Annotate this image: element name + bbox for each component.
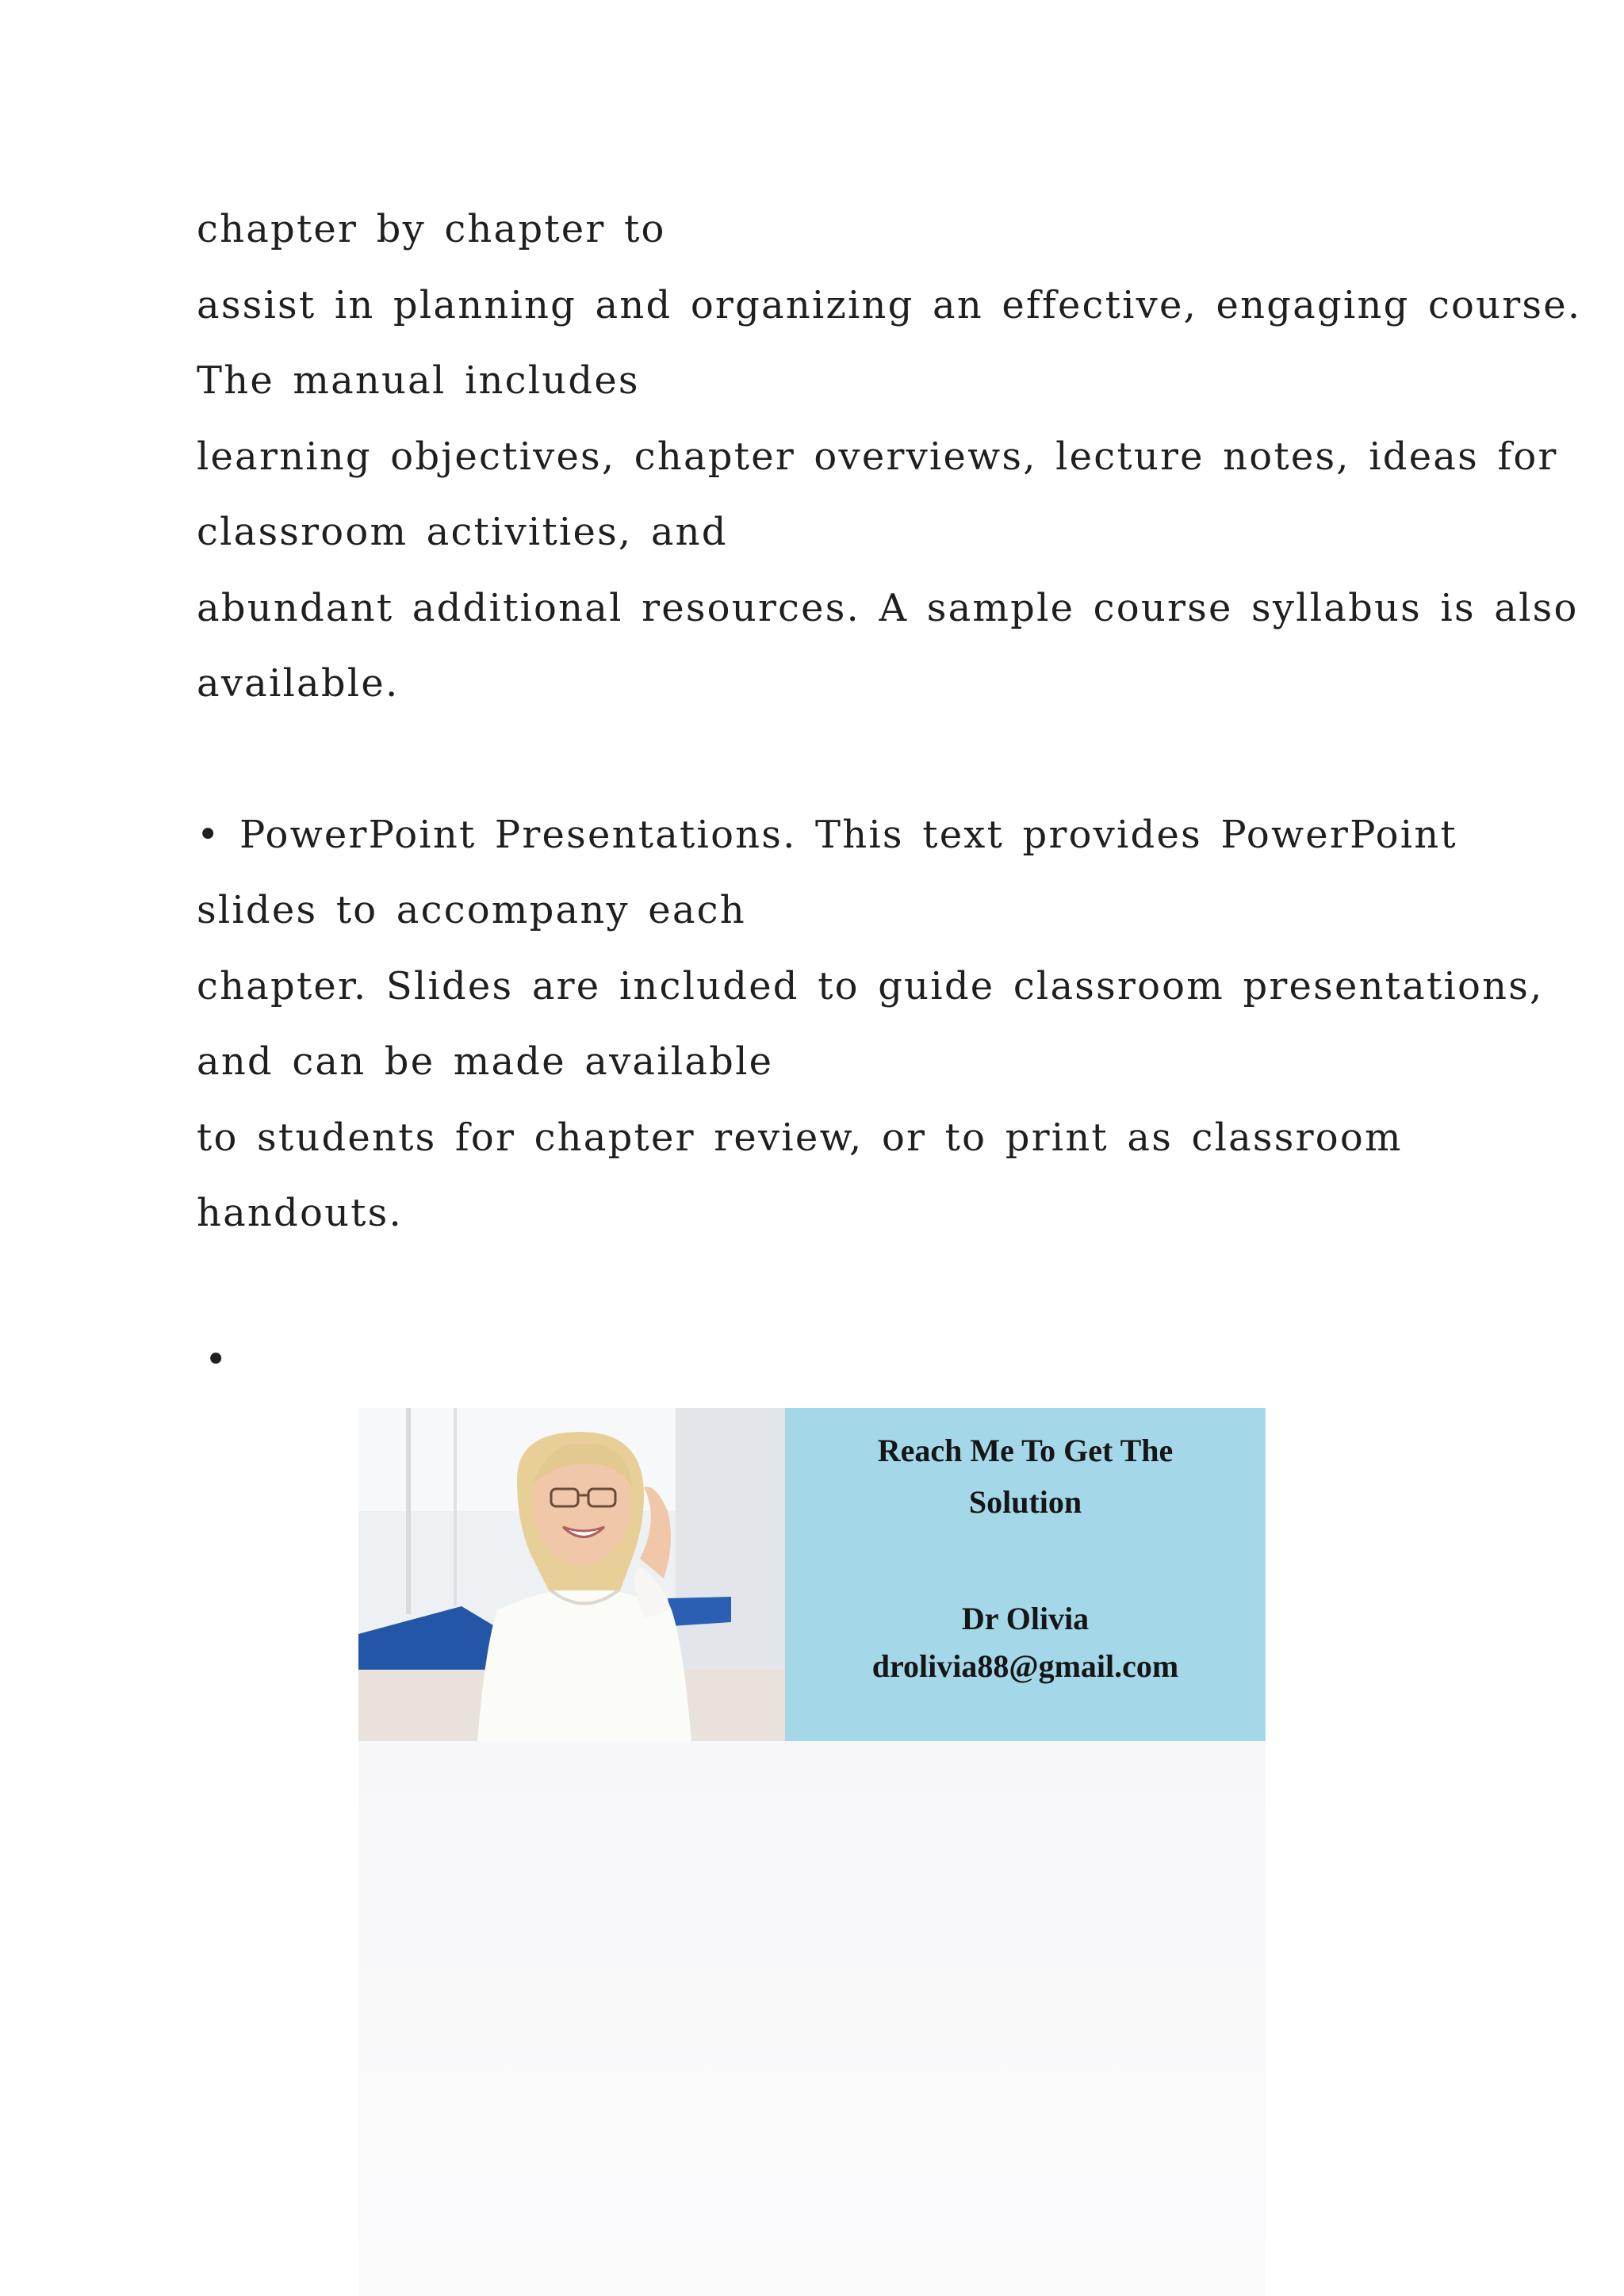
contact-ad-banner [358, 1408, 1266, 1741]
text-line: slides to accompany each [197, 888, 746, 932]
woman-photo [358, 1408, 787, 1741]
text-line: The manual includes [197, 358, 640, 403]
text-line: to students for chapter review, or to print as classroom [197, 1115, 1403, 1160]
ad-heading-line2: Solution [968, 1484, 1082, 1520]
text-line: assist in planning and organizing an effective, engaging course. [197, 282, 1582, 327]
text-line: handouts. [197, 1191, 403, 1235]
paragraph-gap [197, 722, 1434, 798]
document-text [197, 192, 1582, 1252]
blank-image-area [358, 1741, 1266, 2296]
text-line: chapter. Slides are included to guide classroom presentations, [197, 963, 1544, 1008]
text-line: • PowerPoint Presentations. This text provides PowerPoint [197, 812, 1457, 857]
contact-card [785, 1408, 1266, 1741]
text-line: abundant additional resources. A sample course syllabus is also [197, 585, 1579, 630]
ad-heading-line1: Reach Me To Get The [877, 1433, 1174, 1468]
woman-illustration [358, 1408, 787, 1741]
text-line: and can be made available [197, 1039, 774, 1084]
contact-email: drolivia88@gmail.com [871, 1648, 1179, 1684]
text-line: classroom activities, and [197, 510, 728, 554]
text-line: chapter by chapter to [197, 207, 666, 251]
text-line: available. [197, 661, 400, 706]
text-line: learning objectives, chapter overviews, lecture notes, ideas for [197, 434, 1558, 479]
empty-bullet: • [205, 1337, 228, 1382]
contact-name: Dr Olivia [961, 1601, 1090, 1636]
